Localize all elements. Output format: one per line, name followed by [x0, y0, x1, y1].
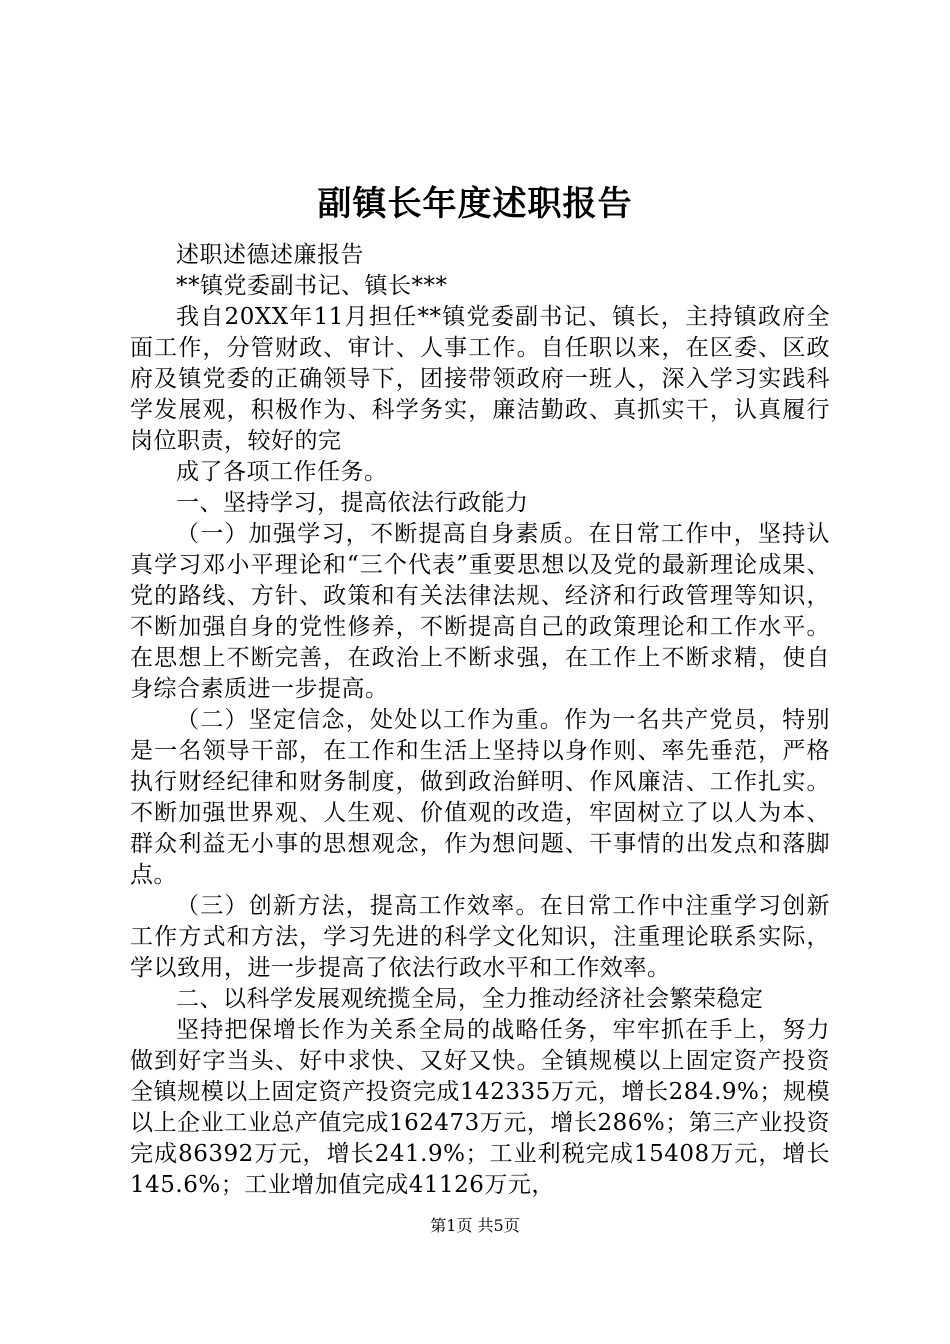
paragraph-author: **镇党委副书记、镇长***	[176, 273, 448, 299]
paragraph-report-type: 述职述德述廉报告	[176, 242, 364, 268]
paragraph-1-2: （二）坚定信念，处处以工作为重。作为一名共产党员，特别是一名领导干部，在工作和生活上坚持以身作则、率先垂范，严格执行财经纪律和财务制度，做到政治鲜明、作风廉洁、工作扎实。不断加强世界观、人生观、价值观的改造，牢固树立了以人为本、群众利益无小事的思想观念，作为想问题、干事情的出发点和落脚点。	[130, 707, 830, 888]
section-heading-1: 一、坚持学习，提高依法行政能力	[176, 490, 529, 516]
section-heading-2: 二、以科学发展观统揽全局，全力推动经济社会繁荣稳定	[176, 986, 764, 1012]
document-title: 副镇长年度述职报告	[317, 184, 633, 224]
paragraph-1-1: （一）加强学习，不断提高自身素质。在日常工作中，坚持认真学习邓小平理论和“三个代表”重要思想以及党的最新理论成果、党的路线、方针、政策和有关法律法规、经济和行政管理等知识，不断加强自身的党性修养，不断提高自己的政策理论和工作水平。在思想上不断完善，在政治上不断求强，在工作上不断求精，使自身综合素质进一步提高。	[130, 521, 830, 702]
paragraph-1-3: （三）创新方法，提高工作效率。在日常工作中注重学习创新工作方式和方法，学习先进的科学文化知识，注重理论联系实际，学以致用，进一步提高了依法行政水平和工作效率。	[130, 893, 830, 981]
paragraph-2-1: 坚持把保增长作为关系全局的战略任务，牢牢抓在手上，努力做到好字当头、好中求快、又好又快。全镇规模以上固定资产投资全镇规模以上固定资产投资完成142335万元，增长284.9%；规模以上企业工业总产值完成162473万元，增长286%；第三产业投资完成86392万元，增长241.9%；工业利税完成15408万元，增长145.6%；工业增加值完成41126万元，	[130, 1017, 830, 1198]
paragraph-intro-end: 成了各项工作任务。	[176, 459, 388, 485]
paragraph-intro: 我自20XX年11月担任**镇党委副书记、镇长，主持镇政府全面工作，分管财政、审计、人事工作。自任职以来，在区委、区政府及镇党委的正确领导下，团接带领政府一班人，深入学习实践科学发展观，积极作为、科学务实，廉洁勤政、真抓实干，认真履行岗位职责，较好的完	[130, 304, 830, 454]
page-footer: 第1页 共5页	[430, 1216, 520, 1235]
document-body	[130, 240, 830, 1201]
